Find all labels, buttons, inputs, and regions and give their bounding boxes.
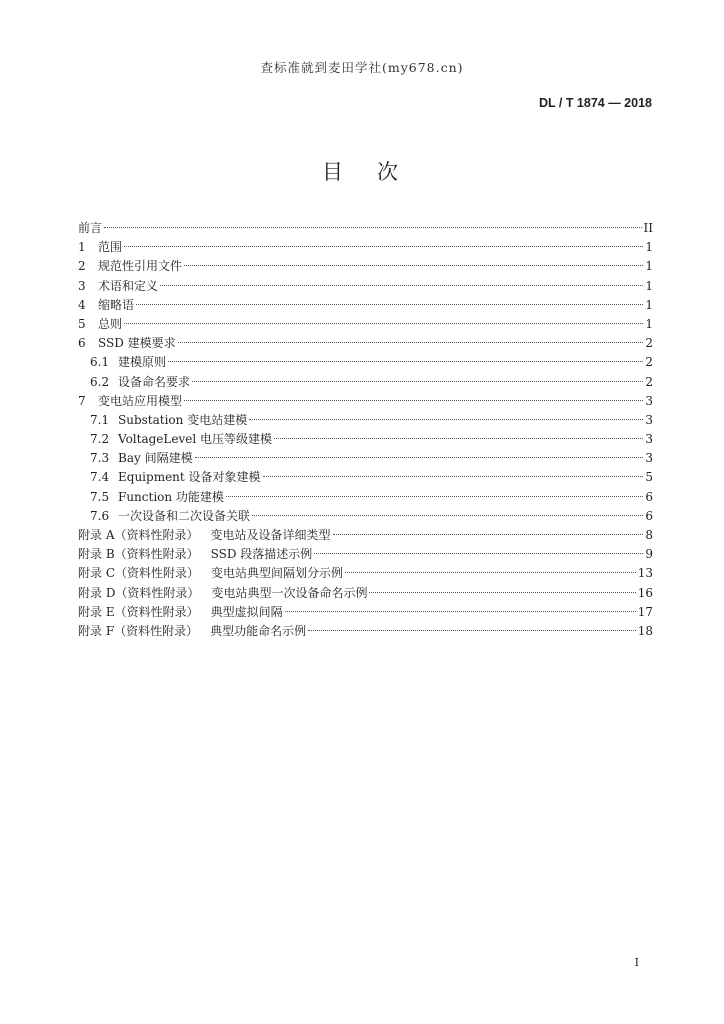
toc-entry-number: 附录 C（资料性附录）: [78, 566, 199, 581]
standard-code: DL / T 1874 — 2018: [538, 96, 652, 110]
toc-entry-label: SSD 建模要求: [98, 336, 176, 351]
dot-leader: [192, 381, 643, 382]
toc-entry-page: 3: [645, 432, 653, 447]
toc-entry-label: 总则: [98, 316, 123, 331]
toc-entry-label: 典型功能命名示例: [210, 623, 307, 638]
dot-leader: [160, 285, 643, 286]
toc-entry-page: II: [643, 221, 653, 235]
toc-entry[interactable]: [78, 488, 653, 507]
toc-entry[interactable]: [78, 296, 653, 315]
toc-entry-page: 1: [645, 297, 653, 312]
toc-entry[interactable]: [78, 219, 653, 238]
toc-entry-label: 变电站典型间隔划分示例: [211, 566, 344, 581]
toc-entry[interactable]: [78, 603, 653, 622]
toc-entry[interactable]: [78, 622, 653, 641]
toc-entry-page: 1: [645, 316, 653, 331]
toc-entry-page: 9: [645, 547, 653, 562]
dot-leader: [263, 476, 643, 477]
toc-entry-label: 典型虚拟间隔: [210, 604, 283, 619]
toc-entry-label: VoltageLevel 电压等级建模: [118, 432, 272, 447]
toc-entry-number: 6.1: [90, 355, 110, 370]
toc-entry-number: 7.6: [90, 508, 110, 523]
toc-entry-number: 附录 D（资料性附录）: [78, 585, 200, 600]
toc-entry[interactable]: [78, 526, 653, 545]
toc-entry-page: 5: [645, 470, 653, 485]
toc-entry-number: 附录 A（资料性附录）: [78, 528, 199, 542]
toc-entry[interactable]: [78, 449, 653, 468]
toc-entry[interactable]: [78, 430, 653, 449]
toc-entry-label: Equipment 设备对象建模: [118, 470, 261, 485]
toc-entry-number: 6.2: [90, 374, 110, 389]
dot-leader: [168, 361, 643, 362]
toc-entry-page: 6: [645, 508, 653, 523]
toc-entry-page: 1: [645, 259, 653, 274]
dot-leader: [124, 246, 643, 247]
dot-leader: [184, 400, 643, 401]
dot-leader: [136, 304, 643, 305]
dot-leader: [184, 265, 643, 266]
toc-entry-number: 3: [78, 278, 86, 293]
toc-entry-label: SSD 段落描述示例: [210, 547, 313, 562]
dot-leader: [195, 457, 643, 458]
toc-entry[interactable]: [78, 545, 653, 564]
toc-entry-page: 1: [645, 278, 653, 293]
toc-entry-number: 4: [78, 297, 86, 312]
dot-leader: [249, 419, 643, 420]
toc-entry-number: 6: [78, 336, 86, 351]
dot-leader: [252, 515, 643, 516]
dot-leader: [345, 572, 636, 573]
watermark-text: 查标准就到麦田学社(my678.cn): [260, 60, 464, 75]
toc-entry-label: 变电站应用模型: [98, 393, 183, 408]
toc-entry[interactable]: [78, 584, 653, 603]
toc-entry-page: 18: [637, 623, 653, 638]
toc-entry[interactable]: [78, 373, 653, 392]
toc-entry[interactable]: [78, 315, 653, 334]
toc-entry-label: 前言: [78, 221, 103, 235]
toc-entry[interactable]: [78, 507, 653, 526]
dot-leader: [178, 342, 643, 343]
dot-leader: [314, 553, 643, 554]
toc-entry[interactable]: [78, 277, 653, 296]
dot-leader: [226, 496, 643, 497]
dot-leader: [369, 592, 635, 593]
dot-leader: [308, 630, 636, 631]
toc-entry-number: 7: [78, 393, 86, 408]
toc-entry-label: 建模原则: [118, 355, 167, 370]
toc-entry-page: 6: [645, 489, 653, 504]
toc-entry-page: 1: [645, 240, 653, 255]
toc-entry-label: Function 功能建模: [118, 489, 224, 504]
table-of-contents: [78, 219, 653, 641]
toc-entry-page: 2: [645, 336, 653, 351]
toc-entry-page: 13: [637, 566, 653, 581]
toc-entry-page: 3: [645, 451, 653, 466]
toc-entry-number: 7.3: [90, 451, 110, 466]
toc-entry-number: 7.5: [90, 489, 110, 504]
toc-entry-page: 8: [645, 528, 653, 542]
toc-entry-number: 1: [78, 240, 86, 255]
toc-entry[interactable]: [78, 238, 653, 257]
toc-entry-number: 附录 B（资料性附录）: [78, 547, 199, 562]
toc-entry-label: Bay 间隔建模: [118, 451, 193, 466]
toc-entry-label: 范围: [98, 240, 123, 255]
toc-entry[interactable]: [78, 468, 653, 487]
toc-entry-page: 2: [645, 355, 653, 370]
toc-entry-number: 5: [78, 316, 86, 331]
toc-entry-page: 3: [645, 393, 653, 408]
dot-leader: [274, 438, 643, 439]
toc-entry-page: 3: [645, 412, 653, 427]
toc-entry-label: 设备命名要求: [118, 374, 191, 389]
toc-entry-label: 术语和定义: [98, 278, 159, 293]
toc-entry-page: 16: [637, 585, 653, 600]
toc-entry-number: 7.1: [90, 412, 110, 427]
toc-entry-page: 2: [645, 374, 653, 389]
dot-leader: [333, 534, 644, 535]
toc-entry[interactable]: [78, 257, 653, 276]
toc-title: 目次: [322, 160, 432, 184]
dot-leader: [124, 323, 643, 324]
toc-entry-label: 一次设备和二次设备关联: [118, 508, 251, 523]
toc-entry[interactable]: [78, 334, 653, 353]
toc-entry-label: 缩略语: [98, 297, 135, 312]
toc-entry[interactable]: [78, 564, 653, 583]
toc-entry-page: 17: [637, 604, 653, 619]
page-number: I: [634, 956, 639, 969]
toc-entry-number: 附录 E（资料性附录）: [78, 604, 199, 619]
dot-leader: [285, 611, 636, 612]
toc-entry-number: 7.4: [90, 470, 110, 485]
toc-entry-label: 变电站典型一次设备命名示例: [211, 585, 368, 600]
toc-entry-number: 附录 F（资料性附录）: [78, 623, 199, 638]
toc-entry[interactable]: [78, 353, 653, 372]
toc-entry[interactable]: [78, 411, 653, 430]
toc-entry-label: 变电站及设备详细类型: [210, 528, 331, 542]
toc-entry-number: 2: [78, 259, 86, 274]
toc-entry[interactable]: [78, 392, 653, 411]
toc-entry-number: 7.2: [90, 432, 110, 447]
toc-entry-label: Substation 变电站建模: [118, 412, 248, 427]
dot-leader: [104, 227, 642, 228]
toc-entry-label: 规范性引用文件: [98, 259, 183, 274]
